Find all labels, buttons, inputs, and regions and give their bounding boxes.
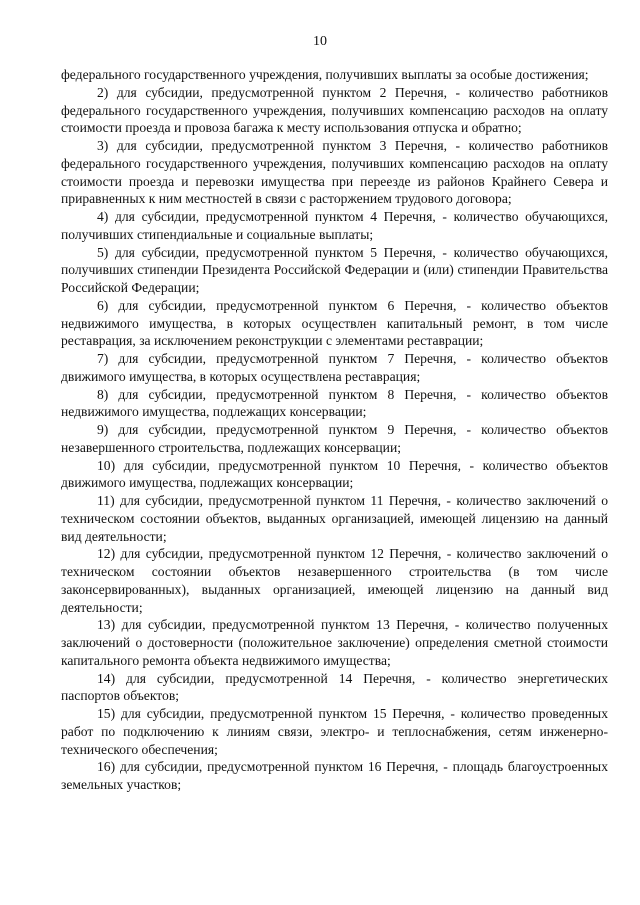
paragraph-item-9: 9) для субсидии, предусмотренной пунктом 9 Перечня, - количество объектов незавершенного строительства, подлежащих консервации;: [61, 422, 608, 455]
paragraph-item-12: 12) для субсидии, предусмотренной пунктом 12 Перечня, - количество заключений о техническом состоянии объектов незавершенного строительства (в том числе законсервированных), выданных организацией, имеющей лицензию на данный вид деятельности;: [61, 546, 608, 615]
paragraph-item-11: 11) для субсидии, предусмотренной пунктом 11 Перечня, - количество заключений о техническом состоянии объектов, выданных организацией, имеющей лицензию на данный вид деятельности;: [61, 493, 608, 544]
document-body: [61, 66, 608, 794]
paragraph-item-4: 4) для субсидии, предусмотренной пунктом 4 Перечня, - количество обучающихся, получивших стипендиальные и социальные выплаты;: [61, 209, 608, 242]
paragraph-item-14: 14) для субсидии, предусмотренной 14 Перечня, - количество энергетических паспортов объектов;: [61, 670, 608, 704]
paragraph-item-15: 15) для субсидии, предусмотренной пунктом 15 Перечня, - количество проведенных работ по подключению к линиям связи, электро- и теплоснабжения, сетям инженерно-технического обеспечения;: [61, 706, 608, 757]
paragraph-continuation: федерального государственного учреждения, получивших выплаты за особые достижения;: [61, 67, 589, 82]
page-number: 10: [313, 34, 327, 49]
paragraph-item-2: 2) для субсидии, предусмотренной пунктом 2 Перечня, - количество работников федерального государственного учреждения, получивших компенсацию расходов на оплату стоимости проезда и провоза багажа к месту использования отпуска и обратно;: [61, 84, 608, 136]
paragraph-item-5: 5) для субсидии, предусмотренной пунктом 5 Перечня, - количество обучающихся, получивших стипендии Президента Российской Федерации и (или) стипендии Правительства Российской Федерации;: [61, 244, 608, 295]
paragraph-item-6: 6) для субсидии, предусмотренной пунктом 6 Перечня, - количество объектов недвижимого имущества, в которых осуществлен капитальный ремонт, в том числе реставрация, за исключением реконструкции с элементами реставрации;: [61, 297, 608, 349]
paragraph-item-10: 10) для субсидии, предусмотренной пунктом 10 Перечня, - количество объектов движимого имущества, подлежащих консервации;: [61, 457, 608, 491]
paragraph-item-3: 3) для субсидии, предусмотренной пунктом 3 Перечня, - количество работников федерального государственного учреждения, получивших компенсацию расходов на оплату стоимости проезда и перевозки имущества при переезде из районов Крайнего Севера и приравненных к ним местностей в связи с расторжением трудового договора;: [61, 138, 608, 207]
paragraph-item-13: 13) для субсидии, предусмотренной пунктом 13 Перечня, - количество полученных заключений о достоверности (положительное заключение) определения сметной стоимости капитального ремонта объекта недвижимого имущества;: [61, 617, 608, 668]
paragraph-item-16: 16) для субсидии, предусмотренной пунктом 16 Перечня, - площадь благоустроенных земельных участков;: [61, 759, 608, 792]
paragraph-item-8: 8) для субсидии, предусмотренной пунктом 8 Перечня, - количество объектов недвижимого имущества, подлежащих консервации;: [61, 386, 608, 420]
paragraph-item-7: 7) для субсидии, предусмотренной пунктом 7 Перечня, - количество объектов движимого имущества, в которых осуществлена реставрация;: [61, 351, 608, 384]
